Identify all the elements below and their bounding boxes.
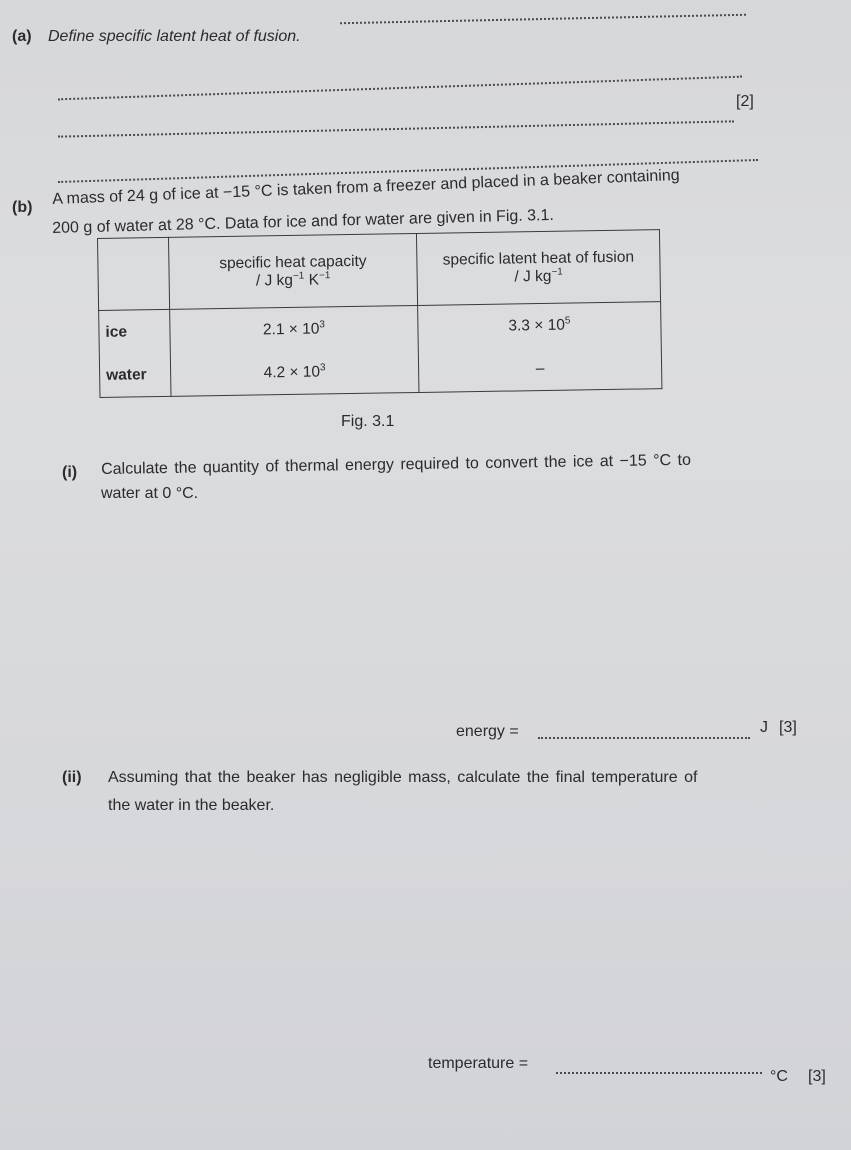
row-name-ice: ice [99, 310, 171, 354]
part-a-marks: [2] [736, 93, 754, 110]
part-a-question: Define specific latent heat of fusion. [48, 28, 301, 45]
part-ii-label: (ii) [62, 769, 82, 786]
energy-unit: J [760, 719, 768, 736]
data-table [97, 229, 662, 398]
lh-header-line2 [424, 266, 654, 288]
ice-shc-exp: 3 [319, 318, 325, 331]
temperature-answer-line[interactable] [556, 1072, 762, 1074]
table-row [99, 345, 662, 397]
ice-shc-value: 2.1 × 10 [262, 320, 320, 339]
table-header-shc [168, 233, 417, 309]
water-lh [418, 345, 662, 392]
part-ii-marks: [3] [808, 1068, 826, 1085]
water-shc-exp: 3 [319, 361, 326, 373]
part-a-label: (a) [12, 28, 32, 45]
shc-unit-k: K [304, 271, 320, 289]
water-lh-value: – [535, 359, 545, 377]
shc-unit-exp2: −1 [318, 269, 331, 281]
lh-unit-exp: −1 [551, 266, 563, 278]
energy-answer-line[interactable] [538, 737, 750, 739]
energy-answer-label: energy = [456, 723, 519, 740]
part-b-line1: A mass of 24 g of ice at −15 °C is taken from a freezer and placed in a beaker containing [52, 166, 680, 208]
shc-header-line2 [176, 270, 411, 292]
table-header-empty [98, 237, 170, 310]
part-ii-line1: Assuming that the beaker has negligible mass, calculate the final temperature of [108, 769, 698, 786]
answer-line-a2[interactable] [58, 76, 742, 101]
shc-unit-text: / J kg [255, 271, 294, 290]
part-b-label: (b) [12, 199, 33, 216]
shc-header-line1: specific heat capacity [219, 252, 367, 272]
part-i-marks: [3] [779, 719, 797, 736]
water-shc [170, 349, 419, 396]
lh-unit-text: / J kg [514, 267, 552, 286]
ice-lh-value: 3.3 × 10 [508, 316, 565, 335]
ice-lh [418, 302, 662, 349]
table-header-row [98, 230, 661, 311]
part-i-line2: water at 0 °C. [101, 485, 199, 502]
part-ii-line2: the water in the beaker. [108, 797, 275, 814]
shc-unit-exp1: −1 [292, 270, 305, 282]
water-shc-value: 4.2 × 10 [263, 363, 321, 381]
part-i-label: (i) [62, 464, 78, 481]
temperature-answer-label: temperature = [428, 1055, 529, 1072]
figure-caption: Fig. 3.1 [341, 413, 395, 430]
row-name-water: water [99, 353, 171, 397]
answer-line-a3[interactable] [58, 120, 734, 137]
part-b-line2: 200 g of water at 28 °C. Data for ice and for water are given in Fig. 3.1. [52, 206, 555, 237]
lh-header-line1: specific latent heat of fusion [442, 248, 635, 269]
answer-line-a1[interactable] [340, 14, 746, 25]
temperature-unit: °C [770, 1068, 788, 1085]
part-i-line1: Calculate the quantity of thermal energy required to convert the ice at −15 °C to [101, 451, 692, 478]
ice-lh-exp: 5 [564, 315, 571, 327]
table-header-lh [416, 230, 660, 306]
ice-shc [170, 306, 419, 353]
